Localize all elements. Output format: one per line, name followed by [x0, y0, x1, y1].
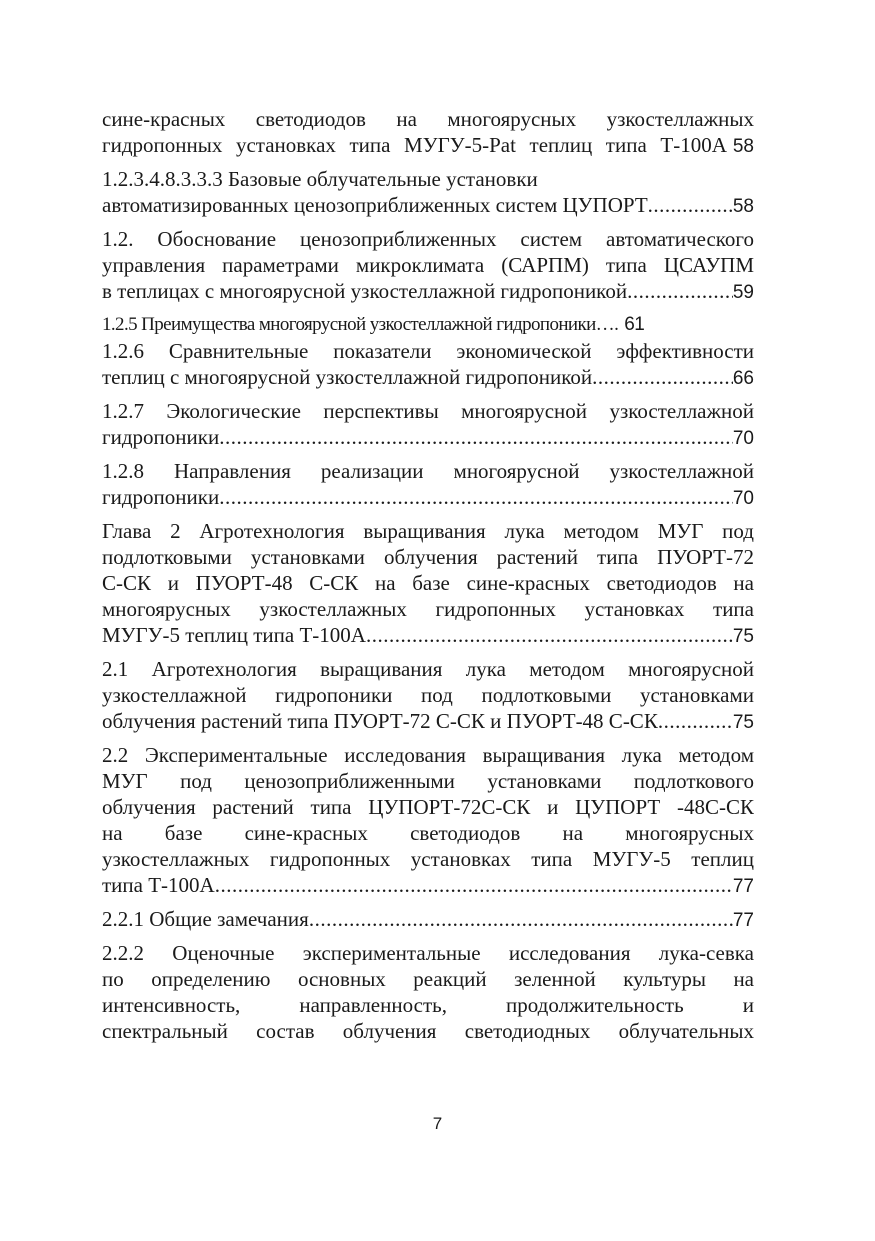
dot-leader	[219, 484, 733, 510]
toc-entry-line: на базе сине-красных светодиодов на многоярусных	[102, 821, 754, 845]
toc-page-number: 75	[732, 712, 754, 733]
toc-entry-line: 2.1 Агротехнология выращивания лука методом многоярусной	[102, 657, 754, 681]
toc-entry-line	[102, 132, 754, 158]
toc-page-number: 77	[732, 910, 754, 931]
toc-entry-line: МУГ под ценозоприближенными установками подлоткового	[102, 769, 754, 793]
toc-entry-line: 1.2.6 Сравнительные показатели экономической эффективности	[102, 339, 754, 363]
table-of-contents	[102, 106, 754, 1052]
toc-entry-line: узкостеллажной гидропоники под подлотковыми установками	[102, 683, 754, 707]
toc-entry-line-with-leader	[102, 192, 754, 218]
toc-entry-line: 1.2.3.4.8.3.3.3 Базовые облучательные установки	[102, 167, 538, 191]
toc-entry-text: гидропоники	[102, 485, 220, 509]
dot-leader	[366, 622, 733, 648]
toc-entry-line: сине-красных светодиодов на многоярусных узкостеллажных	[102, 107, 754, 131]
toc-entry-text: типа Т-100А	[102, 873, 215, 897]
toc-page-number: 70	[732, 428, 754, 449]
toc-entry-line-with-leader	[102, 622, 754, 648]
toc-page-number: 61	[624, 314, 645, 335]
toc-entry-text: теплиц с многоярусной узкостеллажной гидропоникой	[102, 365, 593, 389]
toc-page-number: 77	[732, 876, 754, 897]
dot-leader	[627, 278, 733, 304]
dot-leader	[592, 364, 733, 390]
toc-entry-line: С-СК и ПУОРТ-48 С-СК на базе сине-красных светодиодов на	[102, 571, 754, 595]
toc-entry-line: управления параметрами микроклимата (САРПМ) типа ЦСАУПМ	[102, 253, 754, 277]
dot-leader	[215, 872, 733, 898]
toc-entry-line-with-leader	[102, 364, 754, 390]
toc-entry-line-with-leader	[102, 424, 754, 450]
toc-entry-text: 1.2.5 Преимущества многоярусной узкостеллажной гидропоники….	[102, 314, 619, 335]
toc-entry-text: МУГУ-5 теплиц типа Т-100А	[102, 623, 366, 647]
toc-page-number: 59	[732, 282, 754, 303]
dot-leader	[219, 424, 733, 450]
toc-entry-line: 1.2.8 Направления реализации многоярусной узкостеллажной	[102, 459, 754, 483]
toc-entry-text: 2.2.1 Общие замечания	[102, 907, 309, 931]
toc-entry-line: по определению основных реакций зеленной культуры на	[102, 967, 754, 991]
toc-entry-line: интенсивность, направленность, продолжительность и	[102, 993, 754, 1017]
toc-entry-line-with-leader	[102, 906, 754, 932]
toc-entry-text: гидропоники	[102, 425, 220, 449]
toc-entry-line: узкостеллажных гидропонных установках типа МУГУ-5 теплиц	[102, 847, 754, 871]
toc-entry-text: автоматизированных ценозоприближенных систем ЦУПОРТ	[102, 193, 648, 217]
toc-entry-line: 2.2 Экспериментальные исследования выращивания лука методом	[102, 743, 754, 767]
toc-entry[interactable]	[102, 906, 754, 932]
toc-entry-line: многоярусных узкостеллажных гидропонных установках типа	[102, 597, 754, 621]
toc-entry-line	[102, 312, 754, 338]
toc-page-number: 58	[732, 136, 754, 157]
toc-entry-text: гидропонных установках типа МУГУ-5-Pat теплиц типа Т-100А	[102, 133, 727, 157]
toc-entry[interactable]	[102, 312, 754, 390]
toc-entry[interactable]	[102, 398, 754, 450]
toc-page-number: 75	[732, 626, 754, 647]
toc-entry[interactable]	[102, 458, 754, 510]
toc-entry[interactable]	[102, 940, 754, 1044]
toc-entry-text: облучения растений типа ПУОРТ-72 С-СК и ПУОРТ-48 С-СК	[102, 709, 658, 733]
toc-entry-line: 1.2.7 Экологические перспективы многоярусной узкостеллажной	[102, 399, 754, 423]
toc-entry-line: спектральный состав облучения светодиодных облучательных	[102, 1019, 754, 1043]
toc-page-number: 58	[732, 196, 754, 217]
toc-entry[interactable]	[102, 166, 754, 218]
toc-entry-line: 1.2. Обоснование ценозоприближенных систем автоматического	[102, 227, 754, 251]
dot-leader	[648, 192, 733, 218]
toc-entry[interactable]	[102, 106, 754, 158]
toc-entry-line: облучения растений типа ЦУПОРТ-72С-СК и ЦУПОРТ -48С-СК	[102, 795, 754, 819]
toc-page-number: 70	[732, 488, 754, 509]
toc-entry[interactable]	[102, 742, 754, 898]
toc-entry-line-with-leader	[102, 278, 754, 304]
toc-entry-line-with-leader	[102, 484, 754, 510]
dot-leader	[658, 708, 733, 734]
toc-entry[interactable]	[102, 656, 754, 734]
toc-entry-line-with-leader	[102, 708, 754, 734]
toc-entry[interactable]	[102, 226, 754, 304]
toc-page-number: 66	[732, 368, 754, 389]
toc-entry-text: в теплицах с многоярусной узкостеллажной гидропоникой	[102, 279, 628, 303]
toc-entry-line: подлотковыми установками облучения растений типа ПУОРТ-72	[102, 545, 754, 569]
toc-entry-line: Глава 2 Агротехнология выращивания лука методом МУГ под	[102, 519, 754, 543]
toc-entry[interactable]	[102, 518, 754, 648]
page-number: 7	[432, 1114, 443, 1133]
toc-entry-line: 2.2.2 Оценочные экспериментальные исследования лука-севка	[102, 941, 754, 965]
toc-entry-line-with-leader	[102, 872, 754, 898]
dot-leader	[309, 906, 733, 932]
